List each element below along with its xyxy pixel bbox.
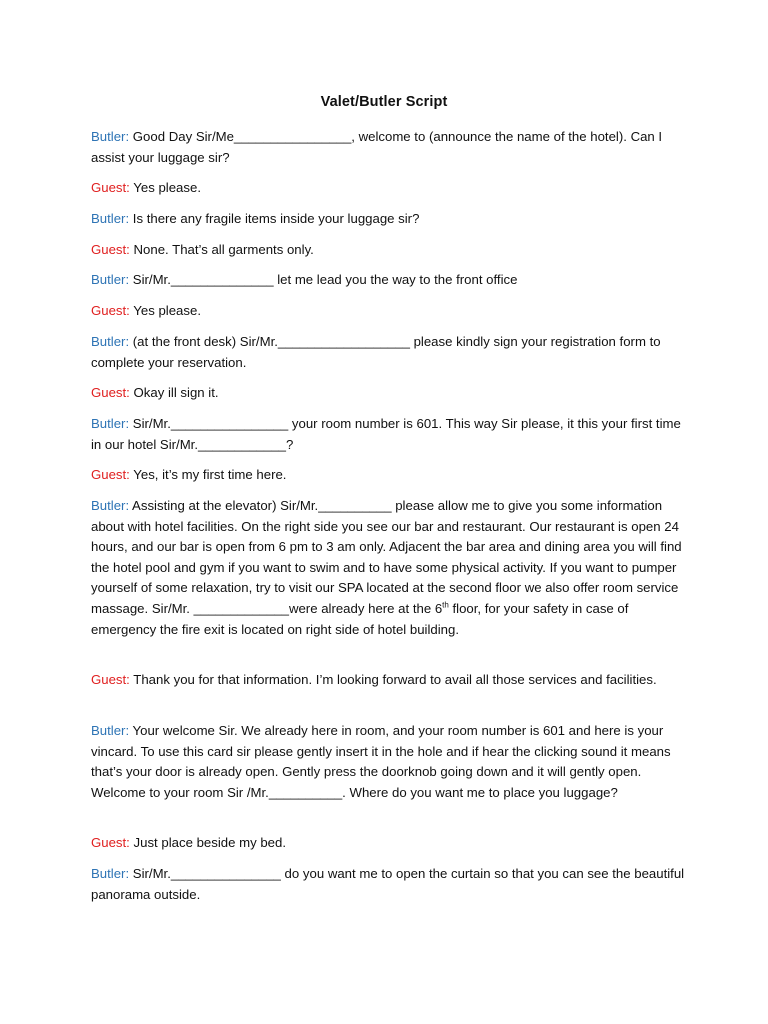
line-text: Sir/Mr._______________ do you want me to open the curtain so that you can see the beautiful panorama outside. [91, 866, 685, 902]
speaker-label: Guest: [91, 467, 130, 482]
dialogue-line-6 [91, 301, 691, 322]
line-text: Sir/Mr.________________ your room number is 601. This way Sir please, it this your first time in our hotel Sir/Mr.____________? [91, 416, 681, 452]
dialogue-line-10 [91, 465, 691, 486]
dialogue-line-1 [91, 127, 691, 168]
dialogue-line-14 [91, 833, 691, 854]
dialogue-line-11 [91, 496, 691, 640]
line-text: Good Day Sir/Me________________, welcome to (announce the name of the hotel). Can I assist your luggage sir? [91, 129, 663, 165]
speaker-label: Guest: [91, 180, 130, 195]
speaker-label: Guest: [91, 385, 130, 400]
line-text: Your welcome Sir. We already here in room, and your room number is 601 and here is your vincard. To use this card sir please gently insert it in the hole and if hear the clicking sound it means that’s your door is already open. Gently press the doorknob going down and it will gently open. Welcome to your room Sir /Mr.__________. Where do you want me to place you luggage? [91, 723, 671, 800]
speaker-label: Guest: [91, 835, 130, 850]
line-text: Assisting at the elevator) Sir/Mr.__________ please allow me to give you some information about with hotel facilities. On the right side you see our bar and restaurant. Our restaurant is open 24 hours, and our bar is open from 6 pm to 3 am only. Adjacent the bar area and dining area you will find the hotel pool and gym if you want to swim and to have some physical activity. If you want to pumper yourself of some relaxation, try to visit our SPA located at the second floor we also offer room service massage. Sir/Mr. _____________were already here at the 6 [91, 498, 682, 616]
line-text: Just place beside my bed. [129, 835, 286, 850]
line-text: Yes, it’s my first time here. [129, 467, 287, 482]
dialogue-line-2 [91, 178, 691, 199]
speaker-label: Butler: [91, 211, 130, 226]
dialogue-line-13 [91, 721, 691, 803]
line-text: Yes please. [129, 303, 201, 318]
dialogue-line-15 [91, 864, 691, 905]
speaker-label: Butler: [91, 416, 130, 431]
speaker-label: Butler: [91, 723, 130, 738]
dialogue-line-7 [91, 332, 691, 373]
line-text: (at the front desk) Sir/Mr.__________________ please kindly sign your registration form to complete your reservation. [91, 334, 661, 370]
dialogue-line-4 [91, 240, 691, 261]
dialogue-line-3 [91, 209, 691, 230]
speaker-label: Butler: [91, 866, 130, 881]
page-title: Valet/Butler Script [320, 94, 448, 110]
line-text: Sir/Mr.______________ let me lead you the way to the front office [129, 272, 518, 287]
line-text: Yes please. [129, 180, 201, 195]
speaker-label: Guest: [91, 242, 130, 257]
speaker-label: Butler: [91, 498, 130, 513]
speaker-label: Butler: [91, 129, 130, 144]
line-text: None. That’s all garments only. [129, 242, 314, 257]
line-text: Thank you for that information. I’m looking forward to avail all those services and facilities. [129, 672, 657, 687]
speaker-label: Guest: [91, 303, 130, 318]
speaker-label: Butler: [91, 272, 130, 287]
dialogue-line-12 [91, 670, 691, 691]
dialogue-line-9 [91, 414, 691, 455]
line-text: Is there any fragile items inside your luggage sir? [129, 211, 420, 226]
dialogue-line-5 [91, 270, 691, 291]
line-text: Okay ill sign it. [129, 385, 219, 400]
speaker-label: Guest: [91, 672, 130, 687]
ordinal-superscript: th [442, 600, 449, 610]
line-text-continued: floor, for your safety in case of emergency the fire exit is located on right side of hotel building. [91, 600, 629, 637]
speaker-label: Butler: [91, 334, 130, 349]
dialogue-line-8 [91, 383, 691, 404]
